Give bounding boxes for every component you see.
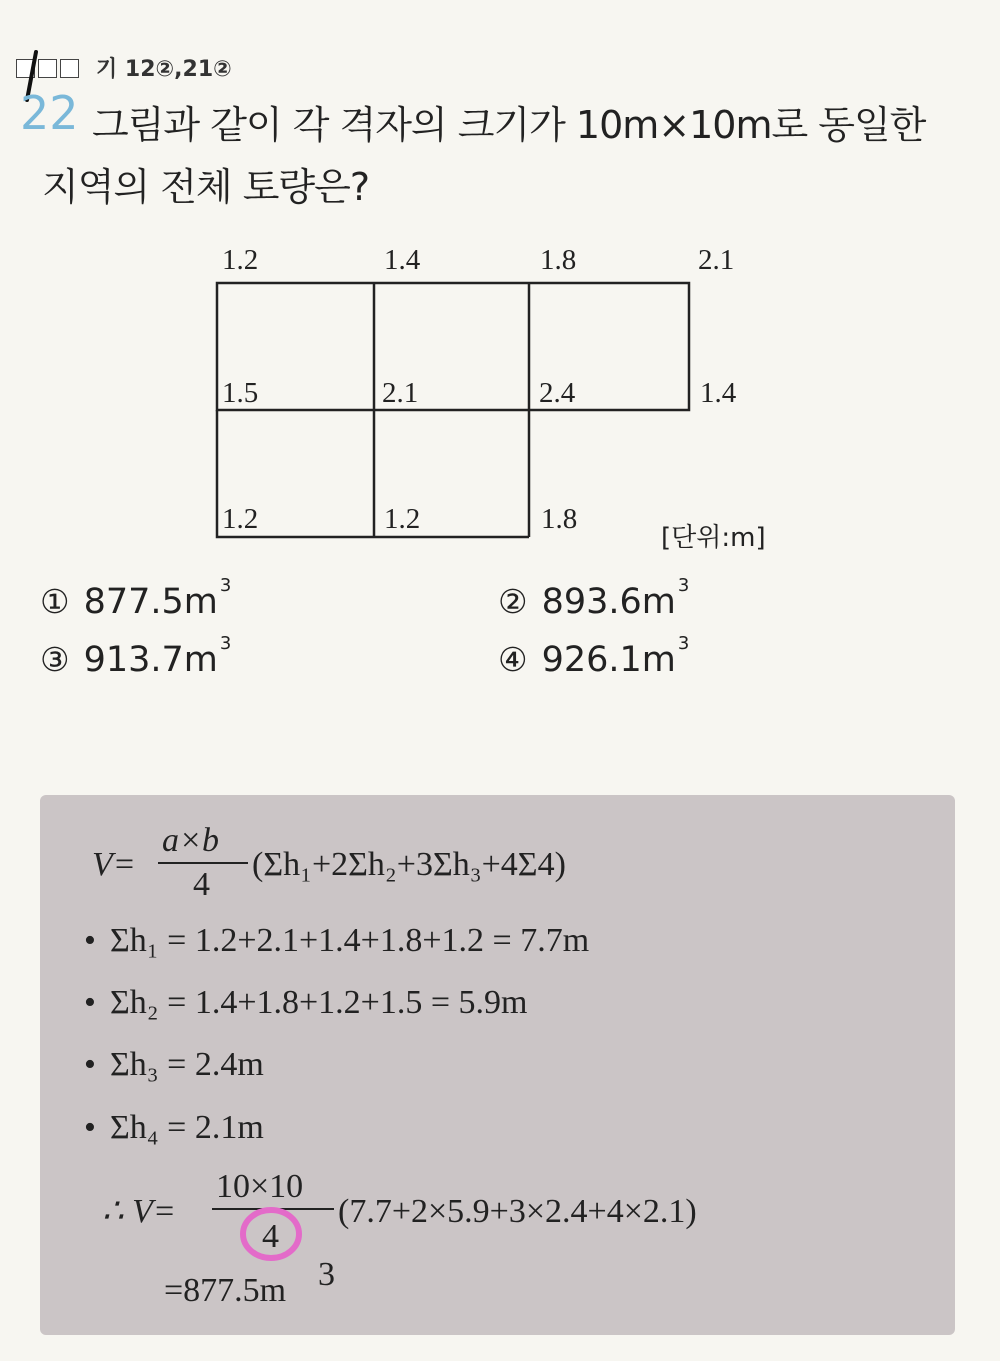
- formula-rhs: (Σh₁+2Σh₂+3Σh₃+4Σ4): [252, 846, 566, 883]
- grid-label-t3: 1.8: [540, 244, 577, 276]
- bullet-1: Σh₁ = 1.2+2.1+1.4+1.8+1.2 = 7.7m: [110, 922, 590, 959]
- option-1-exp: 3: [219, 575, 232, 596]
- bullet-1-dot: •: [84, 922, 96, 959]
- result-value: =877.5m: [164, 1272, 287, 1309]
- option-4-exp: 3: [677, 633, 690, 654]
- grid-label-m4: 1.4: [700, 377, 737, 409]
- bullet-3-dot: •: [84, 1046, 96, 1083]
- option-4-number: ④: [498, 640, 528, 679]
- option-4-value: 926.1m: [541, 640, 676, 680]
- therefore-lhs: ∴ V=: [102, 1193, 176, 1230]
- option-1[interactable]: [40, 575, 231, 622]
- option-1-value: 877.5m: [83, 582, 218, 622]
- grid-unit: [단위:m]: [661, 523, 766, 553]
- option-3-exp: 3: [219, 633, 232, 654]
- question-number: 22: [20, 86, 79, 140]
- grid-label-t4: 2.1: [698, 244, 735, 276]
- grid-label-m1: 1.5: [222, 377, 259, 409]
- grid-diagram: [0, 0, 1000, 560]
- bullet-4: Σh₄ = 2.1m: [110, 1109, 264, 1146]
- calc-numerator: 10×10: [216, 1168, 304, 1205]
- grid-top-row: [217, 283, 689, 410]
- option-3-number: ③: [40, 640, 70, 679]
- bullet-4-dot: •: [84, 1109, 96, 1146]
- option-1-number: ①: [40, 582, 70, 621]
- grid-label-m2: 2.1: [382, 377, 419, 409]
- grid-label-t2: 1.4: [384, 244, 421, 276]
- formula-numerator: a×b: [162, 822, 219, 859]
- calc-denominator: 4: [262, 1218, 279, 1255]
- grid-label-t1: 1.2: [222, 244, 259, 276]
- bullet-2-dot: •: [84, 984, 96, 1021]
- grid-label-m3: 2.4: [539, 377, 576, 409]
- result-exponent: 3: [318, 1256, 335, 1293]
- option-3[interactable]: [40, 633, 231, 680]
- question-text-line2: 지역의 전체 토량은?: [42, 165, 369, 209]
- grid-label-b1: 1.2: [222, 503, 259, 535]
- option-2-number: ②: [498, 582, 528, 621]
- solution-math: [40, 795, 955, 1335]
- bullet-3: Σh₃ = 2.4m: [110, 1046, 264, 1083]
- grid-label-b2: 1.2: [384, 503, 421, 535]
- formula-lhs: V=: [92, 846, 136, 883]
- option-2-exp: 3: [677, 575, 690, 596]
- grid-label-b3: 1.8: [541, 503, 578, 535]
- exam-reference: 기 12②,21②: [96, 57, 232, 82]
- formula-denominator: 4: [193, 866, 210, 903]
- option-2[interactable]: [498, 575, 689, 622]
- calc-rest: (7.7+2×5.9+3×2.4+4×2.1): [338, 1193, 697, 1230]
- option-4[interactable]: [498, 633, 689, 680]
- bullet-2: Σh₂ = 1.4+1.8+1.2+1.5 = 5.9m: [110, 984, 528, 1021]
- solution-box: [40, 795, 955, 1335]
- question-text-line1: 그림과 같이 각 격자의 크기가 10m×10m로 동일한: [92, 103, 926, 147]
- option-2-value: 893.6m: [541, 582, 676, 622]
- option-3-value: 913.7m: [83, 640, 218, 680]
